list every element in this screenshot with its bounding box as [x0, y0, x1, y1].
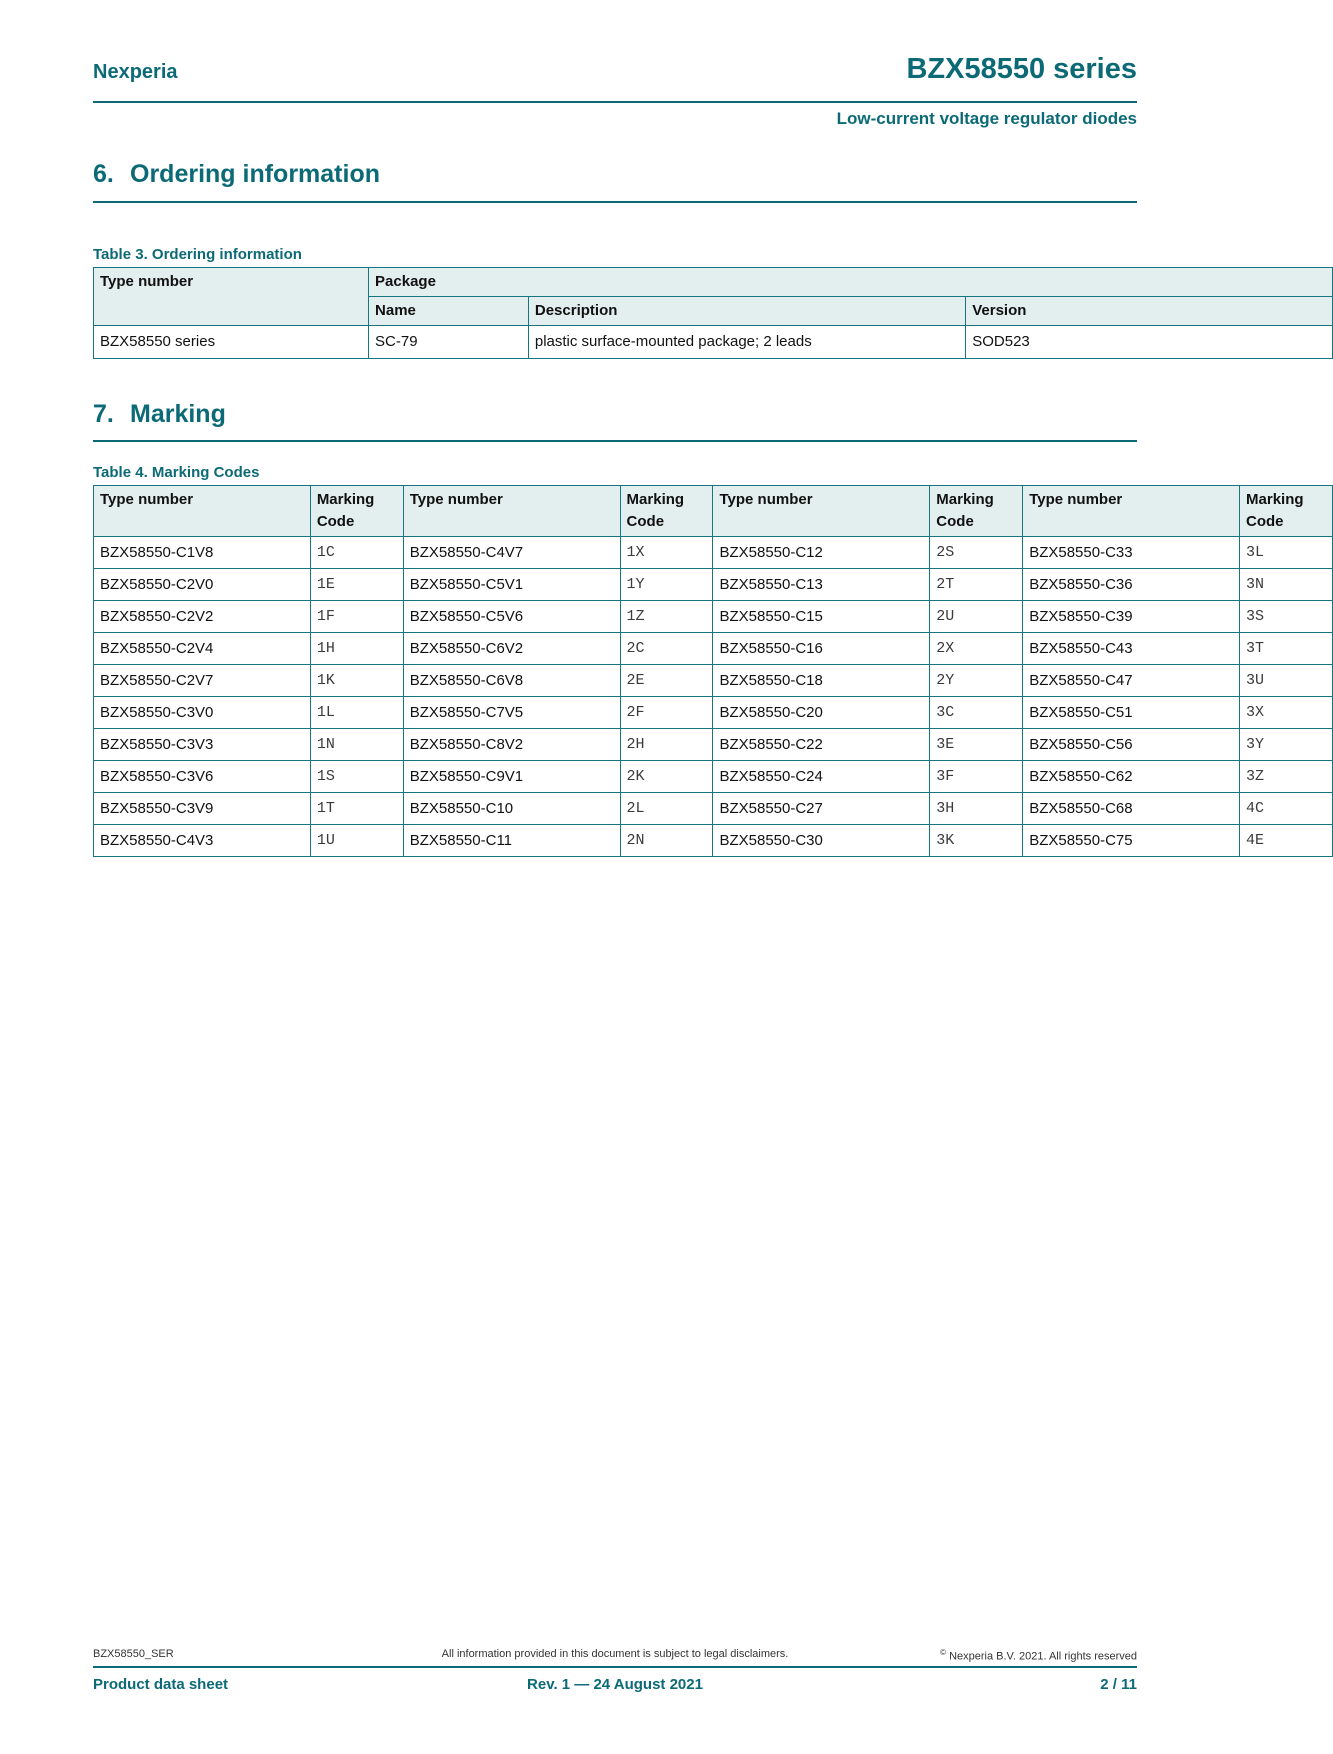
- type-number-cell: BZX58550-C68: [1023, 792, 1240, 824]
- type-number-cell: BZX58550-C13: [713, 568, 930, 600]
- col-header-type-number: Type number: [403, 486, 620, 537]
- marking-code-cell: 3E: [930, 728, 1023, 760]
- marking-code-cell: 2H: [620, 728, 713, 760]
- type-number-cell: BZX58550-C11: [403, 824, 620, 856]
- marking-code-cell: 1S: [310, 760, 403, 792]
- col-header-name: Name: [369, 296, 529, 325]
- marking-code-cell: 3H: [930, 792, 1023, 824]
- table-row: [94, 325, 1333, 358]
- type-number-cell: BZX58550-C20: [713, 696, 930, 728]
- table-header-row: [94, 486, 1333, 537]
- marking-code-cell: 2E: [620, 664, 713, 696]
- table-row: [94, 536, 1333, 568]
- table-row: [94, 664, 1333, 696]
- col-header-type-number: Type number: [1023, 486, 1240, 537]
- package-version-cell: SOD523: [966, 325, 1333, 358]
- type-number-cell: BZX58550-C62: [1023, 760, 1240, 792]
- col-header-description: Description: [528, 296, 965, 325]
- table-row: [94, 632, 1333, 664]
- page-header: [93, 55, 1137, 84]
- type-number-cell: BZX58550-C51: [1023, 696, 1240, 728]
- type-number-cell: BZX58550-C36: [1023, 568, 1240, 600]
- marking-code-cell: 1U: [310, 824, 403, 856]
- section-heading-marking: [93, 400, 1137, 429]
- marking-code-cell: 1H: [310, 632, 403, 664]
- package-name-cell: SC-79: [369, 325, 529, 358]
- marking-code-cell: 3Y: [1240, 728, 1333, 760]
- col-header-type-number: Type number: [713, 486, 930, 537]
- footer-doc-type: Product data sheet: [93, 1676, 229, 1693]
- page-footer-main: [93, 1676, 1137, 1696]
- table-row: [94, 760, 1333, 792]
- type-number-cell: BZX58550-C16: [713, 632, 930, 664]
- marking-code-cell: 2S: [930, 536, 1023, 568]
- type-number-cell: BZX58550-C4V3: [94, 824, 311, 856]
- type-number-cell: BZX58550-C5V1: [403, 568, 620, 600]
- table-row: [94, 824, 1333, 856]
- type-number-cell: BZX58550-C43: [1023, 632, 1240, 664]
- type-number-cell: BZX58550-C2V7: [94, 664, 311, 696]
- marking-table: [93, 485, 1333, 857]
- type-number-cell: BZX58550 series: [94, 325, 369, 358]
- marking-code-cell: 3U: [1240, 664, 1333, 696]
- type-number-cell: BZX58550-C6V2: [403, 632, 620, 664]
- marking-code-cell: 1Z: [620, 600, 713, 632]
- page-footer-info: [93, 1648, 1137, 1662]
- marking-code-cell: 2U: [930, 600, 1023, 632]
- footer-doc-id: BZX58550_SER: [93, 1648, 174, 1660]
- table3-caption: Table 3. Ordering information: [93, 246, 302, 263]
- marking-code-cell: 3K: [930, 824, 1023, 856]
- section-rule: [93, 201, 1137, 203]
- marking-code-cell: 1Y: [620, 568, 713, 600]
- marking-code-cell: 3Z: [1240, 760, 1333, 792]
- type-number-cell: BZX58550-C12: [713, 536, 930, 568]
- section-number: 7.: [93, 400, 114, 428]
- type-number-cell: BZX58550-C1V8: [94, 536, 311, 568]
- type-number-cell: BZX58550-C18: [713, 664, 930, 696]
- marking-code-cell: 1T: [310, 792, 403, 824]
- marking-code-cell: 3C: [930, 696, 1023, 728]
- marking-code-cell: 3S: [1240, 600, 1333, 632]
- type-number-cell: BZX58550-C5V6: [403, 600, 620, 632]
- footer-page-indicator: 2 / 11: [1100, 1676, 1137, 1693]
- type-number-cell: BZX58550-C30: [713, 824, 930, 856]
- marking-code-cell: 2X: [930, 632, 1023, 664]
- type-number-cell: BZX58550-C9V1: [403, 760, 620, 792]
- header-rule: [93, 101, 1137, 103]
- type-number-cell: BZX58550-C7V5: [403, 696, 620, 728]
- type-number-cell: BZX58550-C3V6: [94, 760, 311, 792]
- marking-code-cell: 2Y: [930, 664, 1023, 696]
- marking-code-cell: 3L: [1240, 536, 1333, 568]
- footer-copyright: © Nexperia B.V. 2021. All rights reserved: [940, 1648, 1137, 1663]
- type-number-cell: BZX58550-C39: [1023, 600, 1240, 632]
- marking-code-cell: 3T: [1240, 632, 1333, 664]
- type-number-cell: BZX58550-C47: [1023, 664, 1240, 696]
- col-header-marking-code: Marking Code: [1240, 486, 1333, 537]
- col-header-package: Package: [369, 268, 1333, 297]
- table4-caption: Table 4. Marking Codes: [93, 464, 260, 481]
- type-number-cell: BZX58550-C15: [713, 600, 930, 632]
- section-title: Ordering information: [130, 160, 380, 188]
- marking-code-cell: 3X: [1240, 696, 1333, 728]
- copyright-symbol: ©: [940, 1648, 947, 1657]
- ordering-table: [93, 267, 1333, 359]
- marking-code-cell: 1K: [310, 664, 403, 696]
- marking-code-cell: 2F: [620, 696, 713, 728]
- table-row: [94, 568, 1333, 600]
- type-number-cell: BZX58550-C24: [713, 760, 930, 792]
- col-header-marking-code: Marking Code: [310, 486, 403, 537]
- marking-code-cell: 2N: [620, 824, 713, 856]
- marking-code-cell: 2K: [620, 760, 713, 792]
- type-number-cell: BZX58550-C3V3: [94, 728, 311, 760]
- table-row: [94, 728, 1333, 760]
- marking-code-cell: 1X: [620, 536, 713, 568]
- col-header-version: Version: [966, 296, 1333, 325]
- footer-revision: Rev. 1 — 24 August 2021: [527, 1676, 703, 1693]
- marking-code-cell: 1E: [310, 568, 403, 600]
- brand-name: Nexperia: [93, 61, 178, 83]
- document-title: BZX58550 series: [906, 53, 1137, 85]
- table-header-row: [94, 268, 1333, 297]
- type-number-cell: BZX58550-C8V2: [403, 728, 620, 760]
- table-row: [94, 696, 1333, 728]
- section-number: 6.: [93, 160, 114, 188]
- footer-disclaimer: All information provided in this document is subject to legal disclaimers.: [441, 1648, 789, 1660]
- marking-code-cell: 4C: [1240, 792, 1333, 824]
- type-number-cell: BZX58550-C75: [1023, 824, 1240, 856]
- section-rule: [93, 440, 1137, 442]
- package-description-cell: plastic surface-mounted package; 2 leads: [528, 325, 965, 358]
- type-number-cell: BZX58550-C10: [403, 792, 620, 824]
- marking-code-cell: 1L: [310, 696, 403, 728]
- section-title: Marking: [130, 400, 226, 428]
- col-header-type-number: Type number: [94, 268, 369, 326]
- marking-code-cell: 2C: [620, 632, 713, 664]
- document-subtitle: Low-current voltage regulator diodes: [836, 109, 1137, 128]
- type-number-cell: BZX58550-C2V2: [94, 600, 311, 632]
- table-row: [94, 792, 1333, 824]
- type-number-cell: BZX58550-C33: [1023, 536, 1240, 568]
- col-header-marking-code: Marking Code: [930, 486, 1023, 537]
- type-number-cell: BZX58550-C27: [713, 792, 930, 824]
- table-row: [94, 600, 1333, 632]
- marking-code-cell: 4E: [1240, 824, 1333, 856]
- marking-table-body: [94, 536, 1333, 856]
- type-number-cell: BZX58550-C3V9: [94, 792, 311, 824]
- type-number-cell: BZX58550-C3V0: [94, 696, 311, 728]
- marking-code-cell: 1N: [310, 728, 403, 760]
- type-number-cell: BZX58550-C22: [713, 728, 930, 760]
- marking-code-cell: 3N: [1240, 568, 1333, 600]
- section-heading-ordering: [93, 160, 1137, 189]
- col-header-type-number: Type number: [94, 486, 311, 537]
- marking-code-cell: 3F: [930, 760, 1023, 792]
- col-header-marking-code: Marking Code: [620, 486, 713, 537]
- type-number-cell: BZX58550-C6V8: [403, 664, 620, 696]
- marking-code-cell: 2T: [930, 568, 1023, 600]
- marking-code-cell: 1F: [310, 600, 403, 632]
- footer-rule: [93, 1666, 1137, 1668]
- type-number-cell: BZX58550-C2V0: [94, 568, 311, 600]
- marking-code-cell: 1C: [310, 536, 403, 568]
- type-number-cell: BZX58550-C56: [1023, 728, 1240, 760]
- type-number-cell: BZX58550-C2V4: [94, 632, 311, 664]
- marking-code-cell: 2L: [620, 792, 713, 824]
- type-number-cell: BZX58550-C4V7: [403, 536, 620, 568]
